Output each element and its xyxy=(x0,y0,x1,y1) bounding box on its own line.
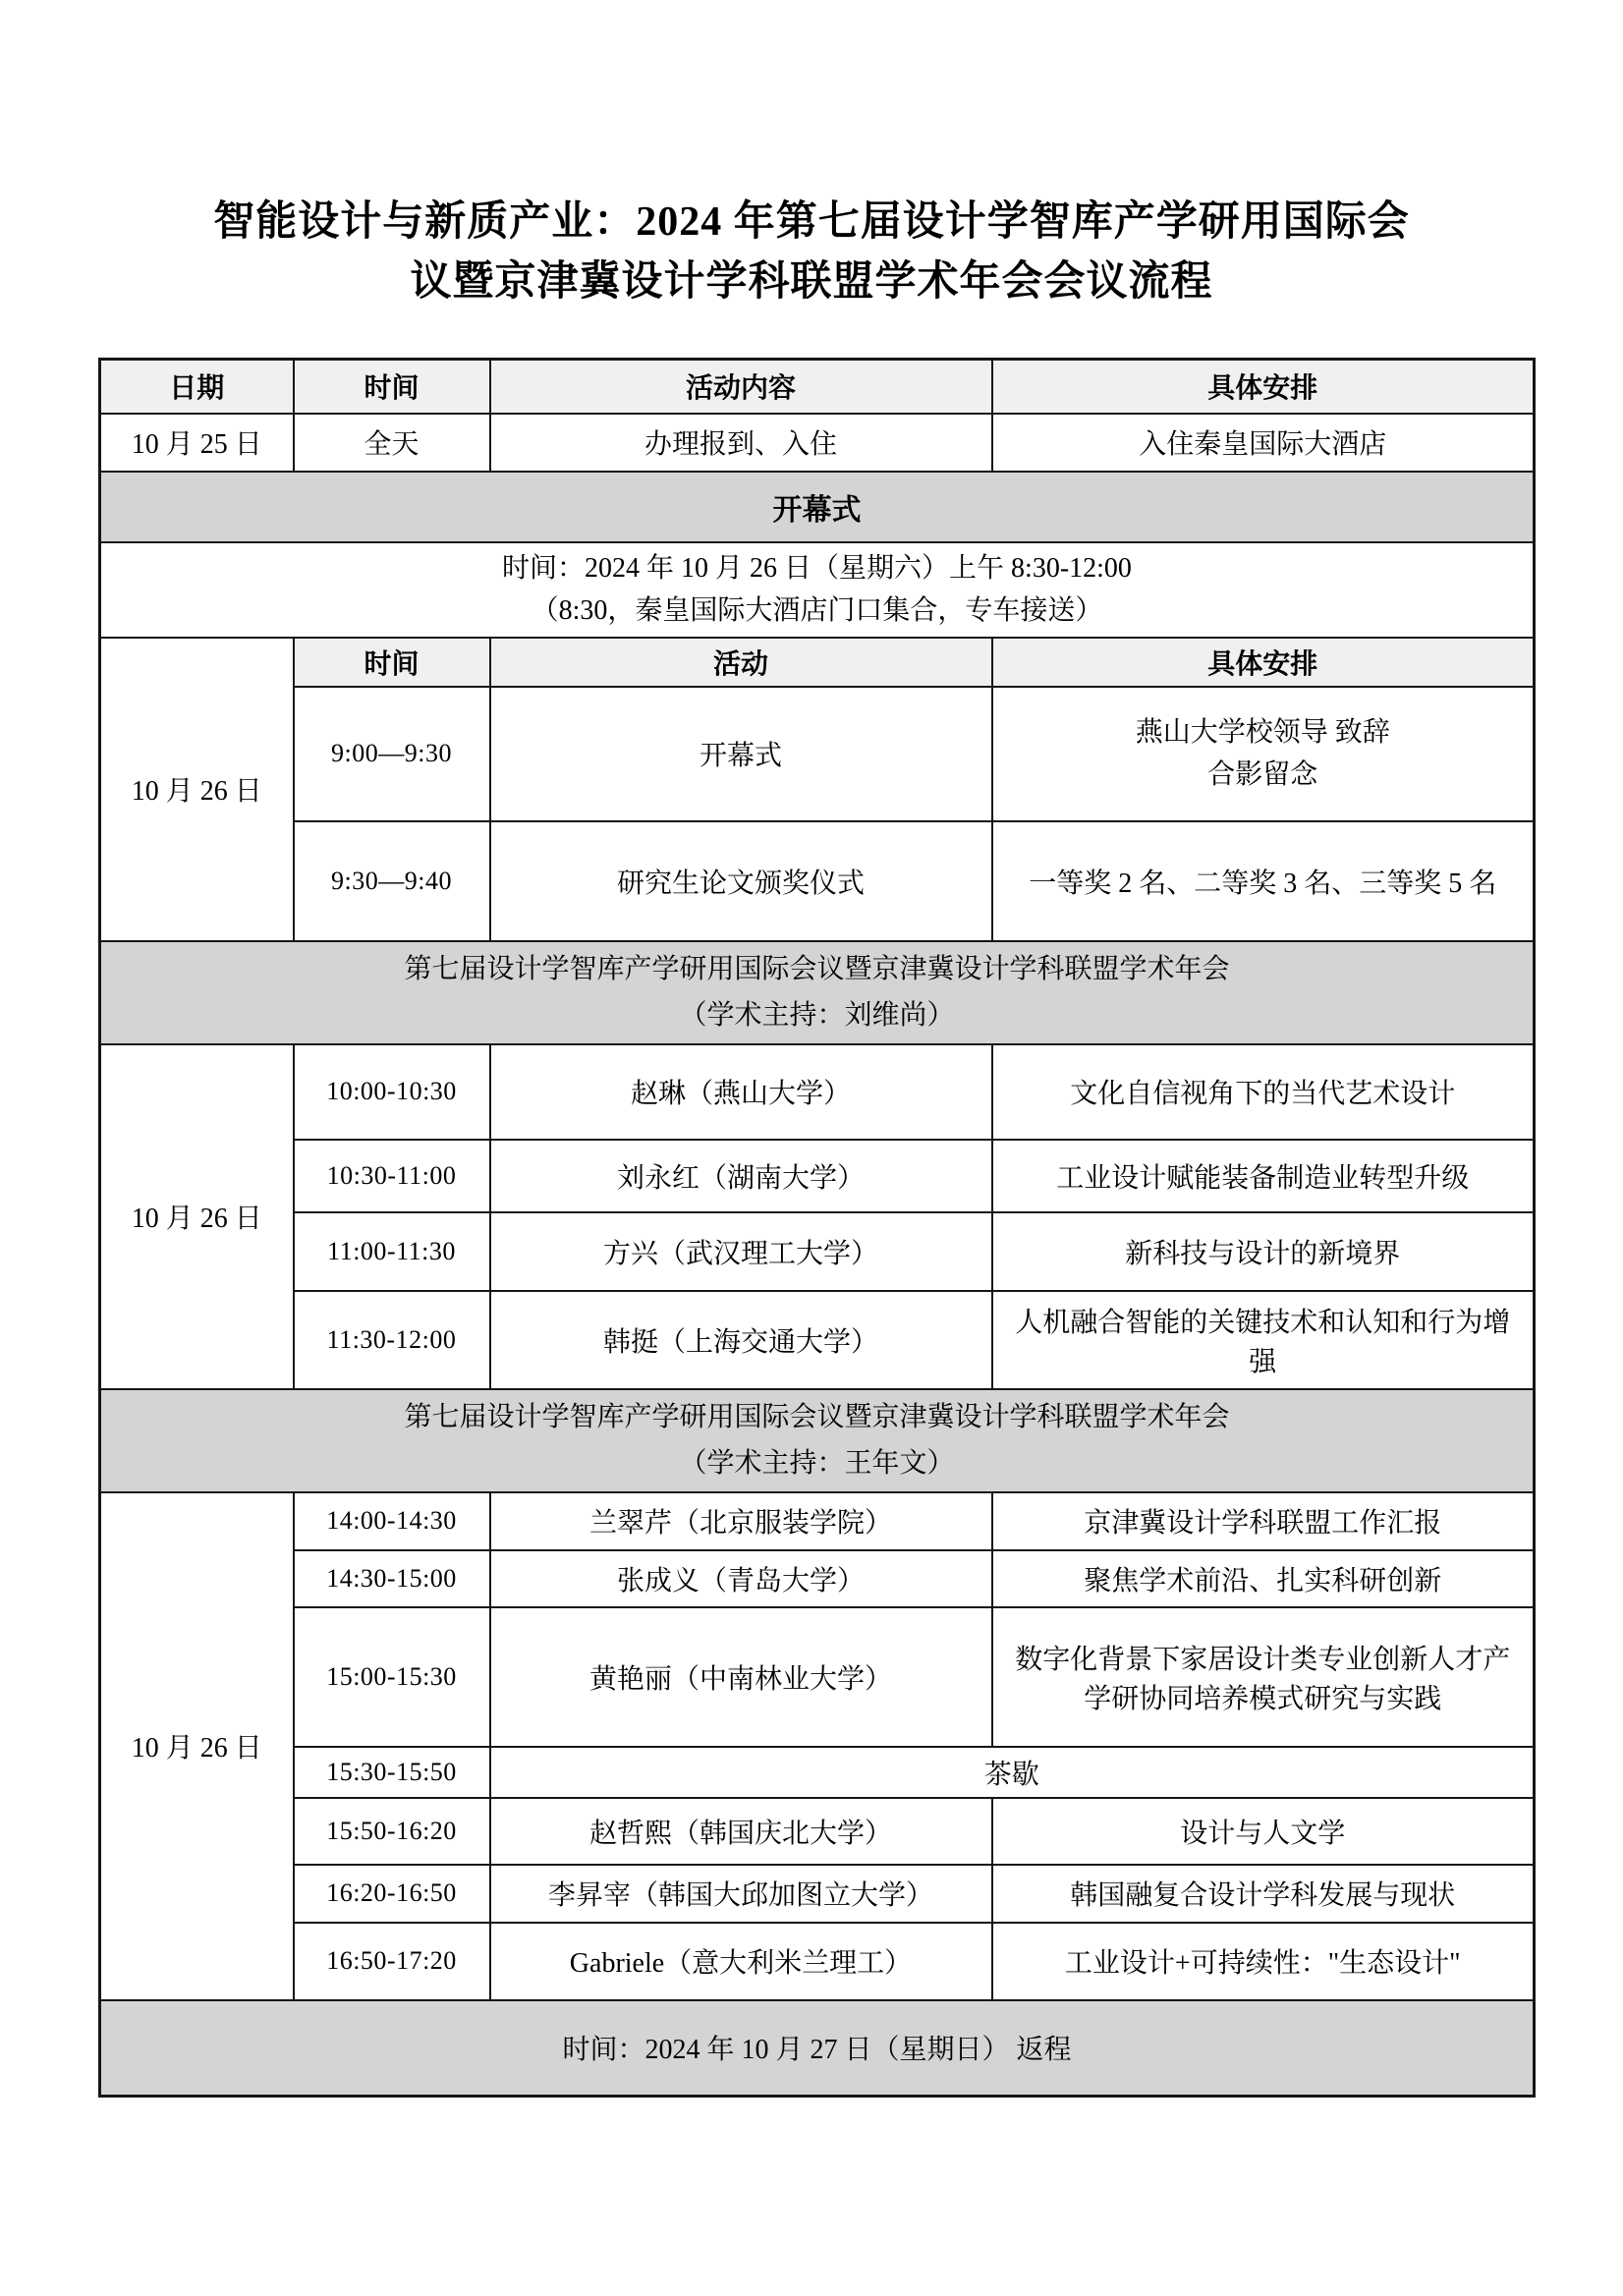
opening-time-line2: （8:30，秦皇国际大酒店门口集合，专车接送） xyxy=(531,595,1103,627)
schedule-table xyxy=(98,358,1536,2098)
speaker-cell: 黄艳丽（中南林业大学） xyxy=(490,1607,992,1747)
time-cell: 15:30-15:50 xyxy=(294,1747,490,1798)
activity-cell: 开幕式 xyxy=(490,687,992,821)
time-cell: 10:00-10:30 xyxy=(294,1044,490,1140)
table-row xyxy=(100,687,1535,821)
date-cell: 10 月 26 日 xyxy=(100,638,294,941)
table-row xyxy=(100,1550,1535,1607)
tea-break-cell: 茶歇 xyxy=(490,1747,1535,1798)
topic-cell: 设计与人文学 xyxy=(992,1798,1535,1865)
topic-cell: 人机融合智能的关键技术和认知和行为增强 xyxy=(992,1291,1535,1389)
table-row xyxy=(100,821,1535,941)
table-subheader-row xyxy=(100,638,1535,687)
speaker-cell: 刘永红（湖南大学） xyxy=(490,1140,992,1212)
topic-cell: 京津冀设计学科联盟工作汇报 xyxy=(992,1492,1535,1550)
section-band-row xyxy=(100,941,1535,1044)
section-band-row xyxy=(100,472,1535,542)
session2-band xyxy=(100,1389,1535,1492)
table-row xyxy=(100,414,1535,472)
date-cell: 10 月 26 日 xyxy=(100,1044,294,1389)
time-cell: 9:30—9:40 xyxy=(294,821,490,941)
date-cell: 10 月 26 日 xyxy=(100,1492,294,2000)
table-row xyxy=(100,1923,1535,2000)
time-cell: 9:00—9:30 xyxy=(294,687,490,821)
table-row xyxy=(100,1492,1535,1550)
session2-band-line2: （学术主持：王年文） xyxy=(679,1448,955,1480)
page-title-line2: 议暨京津冀设计学科联盟学术年会会议流程 xyxy=(410,258,1213,305)
page-title xyxy=(193,193,1430,312)
topic-cell: 工业设计+可持续性："生态设计" xyxy=(992,1923,1535,2000)
header-arrangement: 具体安排 xyxy=(992,359,1535,414)
date-cell: 10 月 25 日 xyxy=(100,414,294,472)
table-header-row xyxy=(100,359,1535,414)
speaker-cell: 方兴（武汉理工大学） xyxy=(490,1212,992,1291)
subheader-arrangement: 具体安排 xyxy=(992,638,1535,687)
time-cell: 全天 xyxy=(294,414,490,472)
arrangement-cell: 入住秦皇国际大酒店 xyxy=(992,414,1535,472)
topic-cell: 工业设计赋能装备制造业转型升级 xyxy=(992,1140,1535,1212)
activity-cell: 办理报到、入住 xyxy=(490,414,992,472)
section-band-row xyxy=(100,2000,1535,2097)
time-cell: 16:50-17:20 xyxy=(294,1923,490,2000)
session1-band-line1: 第七届设计学智库产学研用国际会议暨京津冀设计学科联盟学术年会 xyxy=(404,953,1230,984)
table-row xyxy=(100,1291,1535,1389)
time-cell: 15:50-16:20 xyxy=(294,1798,490,1865)
table-row xyxy=(100,1044,1535,1140)
time-cell: 11:30-12:00 xyxy=(294,1291,490,1389)
arrangement-cell: 一等奖 2 名、二等奖 3 名、三等奖 5 名 xyxy=(992,821,1535,941)
topic-cell: 聚焦学术前沿、扎实科研创新 xyxy=(992,1550,1535,1607)
speaker-cell: 张成义（青岛大学） xyxy=(490,1550,992,1607)
table-row xyxy=(100,542,1535,638)
table-row xyxy=(100,1140,1535,1212)
arrangement-line1: 燕山大学校领导 致辞 xyxy=(1135,716,1390,748)
time-cell: 14:30-15:00 xyxy=(294,1550,490,1607)
time-cell: 11:00-11:30 xyxy=(294,1212,490,1291)
session1-band-line2: （学术主持：刘维尚） xyxy=(679,1000,955,1032)
speaker-cell: 兰翠芹（北京服装学院） xyxy=(490,1492,992,1550)
time-cell: 16:20-16:50 xyxy=(294,1865,490,1923)
time-cell: 15:00-15:30 xyxy=(294,1607,490,1747)
session1-band xyxy=(100,941,1535,1044)
page-title-line1: 智能设计与新质产业：2024 年第七届设计学智库产学研用国际会 xyxy=(213,199,1410,245)
header-time: 时间 xyxy=(294,359,490,414)
table-row xyxy=(100,1212,1535,1291)
footer-band: 时间：2024 年 10 月 27 日（星期日） 返程 xyxy=(100,2000,1535,2097)
speaker-cell: 赵哲熙（韩国庆北大学） xyxy=(490,1798,992,1865)
table-row xyxy=(100,1798,1535,1865)
topic-cell: 数字化背景下家居设计类专业创新人才产学研协同培养模式研究与实践 xyxy=(992,1607,1535,1747)
speaker-cell: 李昇宰（韩国大邱加图立大学） xyxy=(490,1865,992,1923)
activity-cell: 研究生论文颁奖仪式 xyxy=(490,821,992,941)
subheader-activity: 活动 xyxy=(490,638,992,687)
speaker-cell: 韩挺（上海交通大学） xyxy=(490,1291,992,1389)
speaker-cell: 赵琳（燕山大学） xyxy=(490,1044,992,1140)
time-cell: 10:30-11:00 xyxy=(294,1140,490,1212)
opening-band: 开幕式 xyxy=(100,472,1535,542)
topic-cell: 韩国融复合设计学科发展与现状 xyxy=(992,1865,1535,1923)
opening-time-line1: 时间：2024 年 10 月 26 日（星期六）上午 8:30-12:00 xyxy=(502,552,1132,584)
speaker-cell: Gabriele（意大利米兰理工） xyxy=(490,1923,992,2000)
table-row xyxy=(100,1607,1535,1747)
arrangement-cell xyxy=(992,687,1535,821)
subheader-time: 时间 xyxy=(294,638,490,687)
header-date: 日期 xyxy=(100,359,294,414)
tea-break-row xyxy=(100,1747,1535,1798)
table-row xyxy=(100,1865,1535,1923)
header-activity: 活动内容 xyxy=(490,359,992,414)
time-cell: 14:00-14:30 xyxy=(294,1492,490,1550)
topic-cell: 文化自信视角下的当代艺术设计 xyxy=(992,1044,1535,1140)
section-band-row xyxy=(100,1389,1535,1492)
arrangement-line2: 合影留念 xyxy=(1207,759,1318,791)
session2-band-line1: 第七届设计学智库产学研用国际会议暨京津冀设计学科联盟学术年会 xyxy=(404,1401,1230,1432)
opening-time-cell xyxy=(100,542,1535,638)
topic-cell: 新科技与设计的新境界 xyxy=(992,1212,1535,1291)
